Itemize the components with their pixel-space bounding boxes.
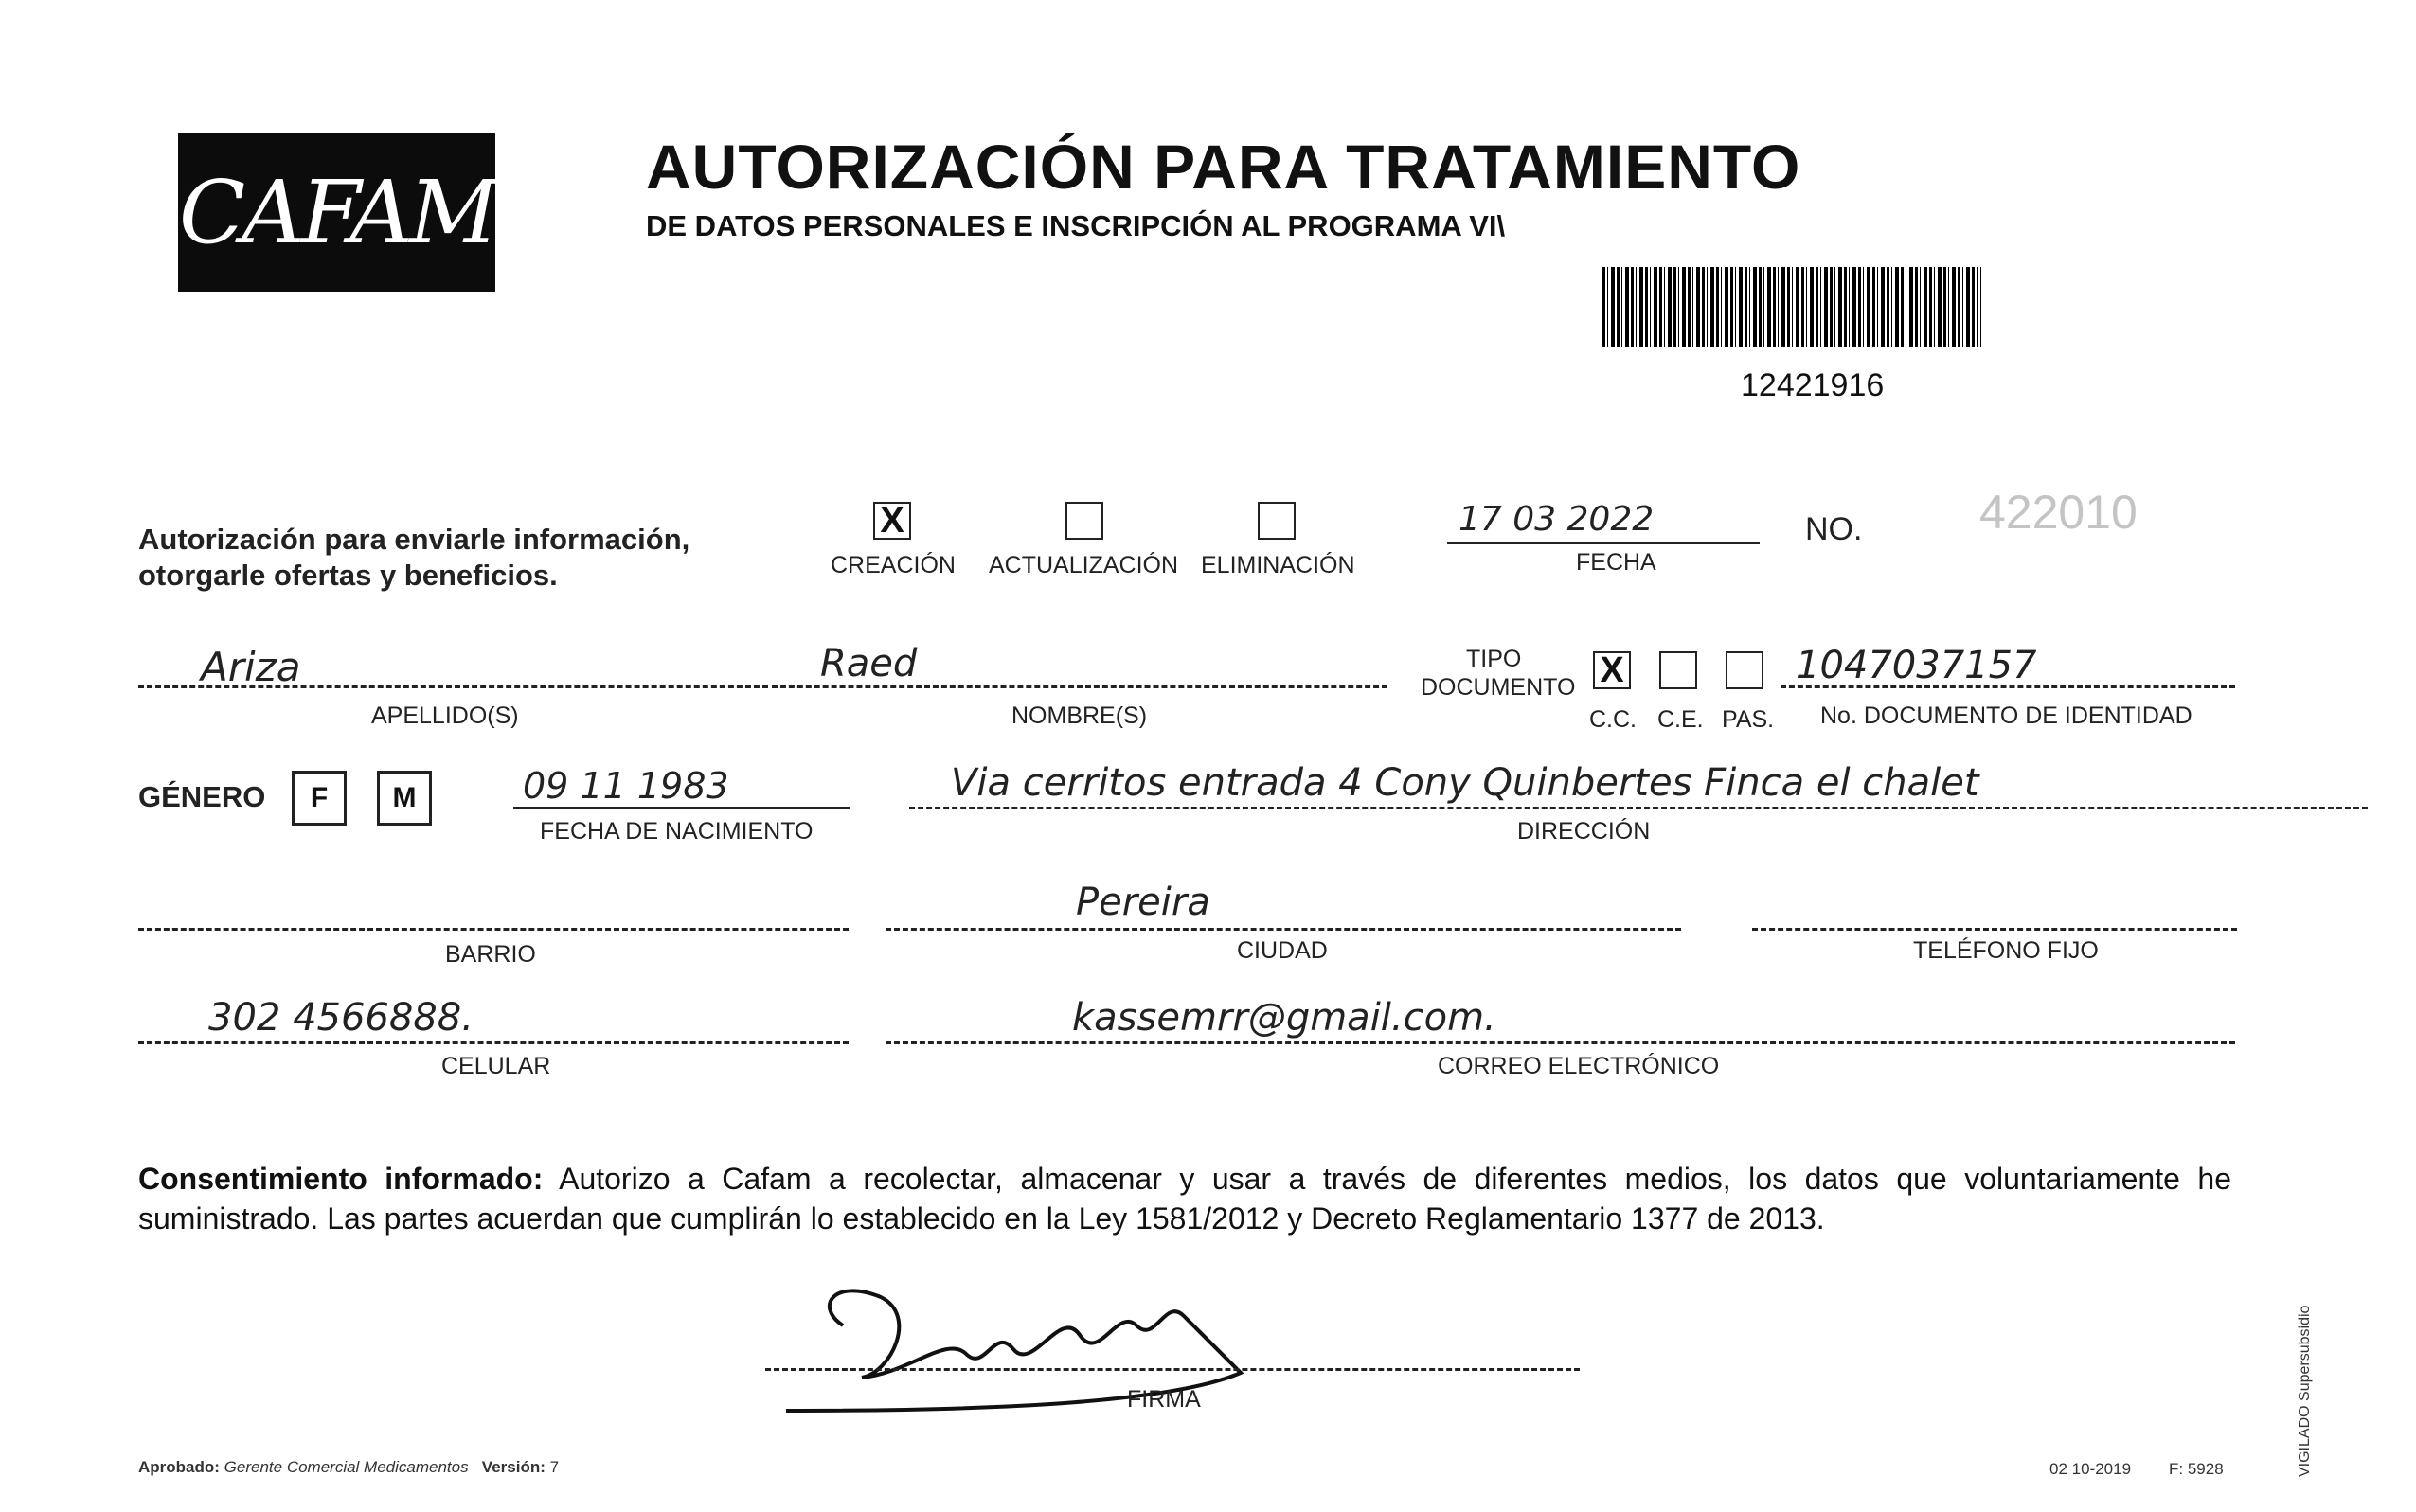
actualizacion-label: ACTUALIZACIÓN <box>989 552 1179 578</box>
doc-type-ce-label: C.E. <box>1657 706 1704 733</box>
city-line <box>886 928 1681 931</box>
address-line <box>909 807 2368 809</box>
date-line <box>1447 542 1760 544</box>
surname-line <box>138 685 768 688</box>
phone-label: TELÉFONO FIJO <box>1913 937 2099 964</box>
name-line <box>772 685 1387 688</box>
city-value[interactable]: Pereira <box>1076 881 1210 924</box>
consent-paragraph <box>138 1159 2231 1238</box>
doc-type-pas-checkbox[interactable] <box>1726 651 1763 689</box>
doc-number-label: No. DOCUMENTO DE IDENTIDAD <box>1820 703 2192 729</box>
approved-value: Gerente Comercial Medicamentos <box>224 1458 469 1476</box>
cell-value[interactable]: 302 4566888. <box>208 996 474 1040</box>
doc-type-cc-checkbox[interactable]: X <box>1593 651 1631 689</box>
footer-code: F: 5928 <box>2169 1460 2224 1478</box>
name-label: NOMBRE(S) <box>1011 703 1148 729</box>
form-subtitle: DE DATOS PERSONALES E INSCRIPCIÓN AL PROGRAMA VI\ <box>646 209 1506 242</box>
address-label: DIRECCIÓN <box>1517 818 1651 845</box>
gender-f-checkbox[interactable]: F <box>292 771 347 826</box>
supersubsidio-side-text: VIGILADO Supersubsidio <box>2297 1305 2313 1477</box>
surname-label: APELLIDO(S) <box>371 703 519 729</box>
phone-line <box>1752 928 2237 931</box>
consent-heading: Consentimiento informado: <box>138 1162 544 1196</box>
gender-label: GÉNERO <box>138 780 266 813</box>
signature-line <box>765 1368 1580 1371</box>
name-value[interactable]: Raed <box>820 642 918 685</box>
actualizacion-checkbox[interactable] <box>1065 502 1103 540</box>
barrio-label: BARRIO <box>445 941 536 968</box>
doc-type-label-1: TIPO <box>1466 646 1522 672</box>
approved-label: Aprobado: <box>138 1458 220 1476</box>
consent-text: Autorizo a Cafam a recolectar, almacenar y usar a través de diferentes medios, los datos que voluntariamente he suministrado. Las partes acuerdan que cumplirán lo establecido en la Ley 1581/2012 y Decreto Reglamentario 1377 de 2013. <box>138 1162 2232 1236</box>
doc-number-value[interactable]: 1047037157 <box>1796 644 2037 687</box>
doc-number-line <box>1781 685 2235 688</box>
form-title: AUTORIZACIÓN PARA TRATAMIENTO <box>646 132 1801 202</box>
address-value[interactable]: Via cerritos entrada 4 Cony Quinbertes Finca el chalet <box>951 761 1979 805</box>
barcode <box>1602 267 1981 347</box>
email-label: CORREO ELECTRÓNICO <box>1438 1053 1720 1079</box>
eliminacion-label: ELIMINACIÓN <box>1201 552 1355 578</box>
eliminacion-checkbox[interactable] <box>1258 502 1296 540</box>
doc-type-ce-checkbox[interactable] <box>1659 651 1697 689</box>
creacion-label: CREACIÓN <box>831 552 956 578</box>
email-line <box>886 1041 2235 1044</box>
cell-line <box>138 1041 849 1044</box>
barcode-number: 12421916 <box>1741 367 1885 403</box>
authorization-intro-line1: Autorización para enviarle información, <box>138 523 690 556</box>
version-value: 7 <box>549 1458 560 1476</box>
birth-date-value[interactable]: 09 11 1983 <box>523 765 729 807</box>
doc-type-cc-label: C.C. <box>1589 706 1637 733</box>
surname-value[interactable]: Ariza <box>201 644 301 690</box>
creacion-checkbox[interactable]: X <box>873 502 911 540</box>
signature-label: FIRMA <box>1127 1386 1201 1413</box>
gender-m-checkbox[interactable]: M <box>377 771 432 826</box>
doc-type-pas-label: PAS. <box>1722 706 1775 733</box>
footer-date: 02 10-2019 <box>2049 1460 2132 1478</box>
date-value[interactable]: 17 03 2022 <box>1459 500 1655 539</box>
no-label: NO. <box>1805 511 1863 547</box>
version-label: Versión: <box>481 1458 546 1476</box>
authorization-intro-line2: otorgarle ofertas y beneficios. <box>138 559 558 592</box>
email-value[interactable]: kassemrr@gmail.com. <box>1072 996 1496 1040</box>
cell-label: CELULAR <box>441 1053 551 1079</box>
footer-approved <box>138 1458 559 1477</box>
city-label: CIUDAD <box>1237 937 1328 964</box>
no-value: 422010 <box>1979 486 2138 539</box>
cafam-logo: CAFAM <box>178 133 495 292</box>
date-label: FECHA <box>1576 549 1656 576</box>
doc-type-label-2: DOCUMENTO <box>1421 674 1576 701</box>
birth-date-line <box>513 807 850 809</box>
barrio-line <box>138 928 849 931</box>
birth-date-label: FECHA DE NACIMIENTO <box>540 818 814 845</box>
